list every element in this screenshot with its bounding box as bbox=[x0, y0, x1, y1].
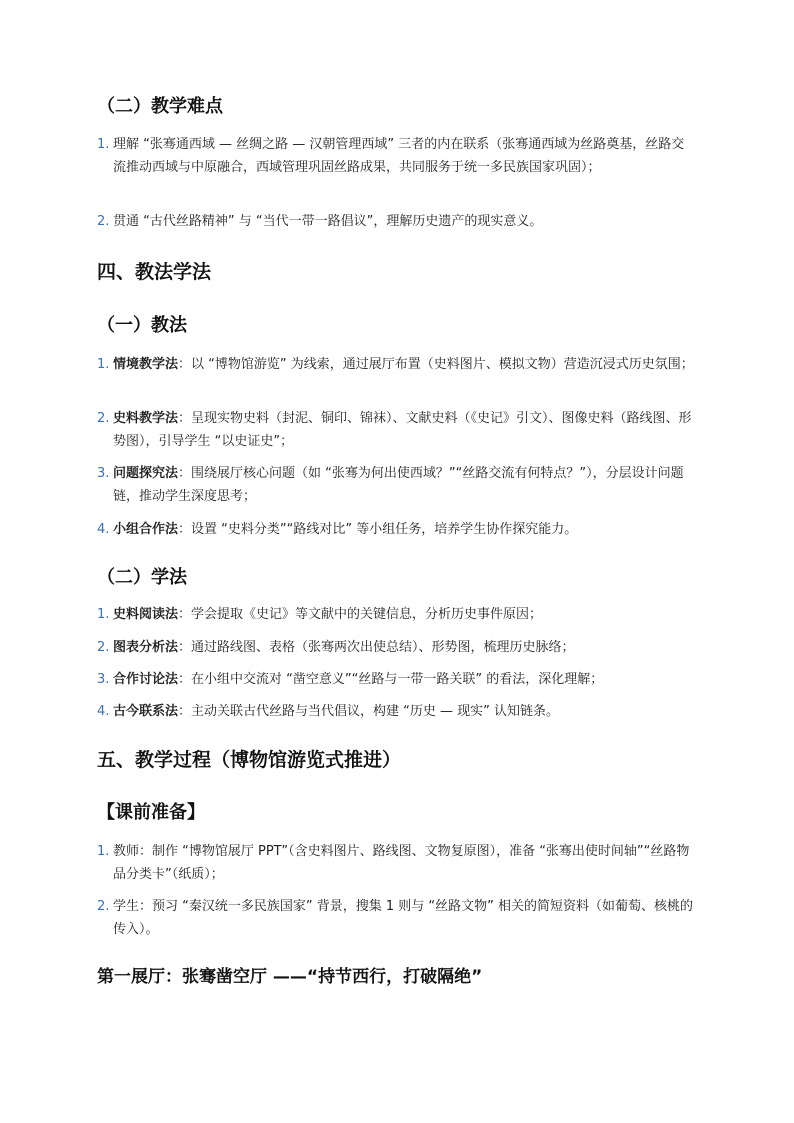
list-item-body bbox=[113, 353, 697, 376]
list-number: 2. bbox=[97, 214, 110, 229]
method-term: 问题探究法 bbox=[113, 466, 179, 481]
method-term: 史料教学法 bbox=[113, 411, 179, 426]
list-item-text: 理解 “张骞通西域 — 丝绸之路 — 汉朝管理西域” 三者的内在联系（张骞通西域为丝路奠基，丝路交流推动西域与中原融合，西域管理巩固丝路成果，共同服务于统一多民族国家巩固）； bbox=[113, 137, 685, 175]
learning-item-4 bbox=[97, 700, 697, 723]
list-item-body bbox=[113, 407, 697, 453]
learning-item-3 bbox=[97, 668, 697, 691]
list-number: 3. bbox=[97, 672, 110, 687]
prep-item-1 bbox=[97, 840, 697, 886]
list-item-text: ：围绕展厅核心问题（如 “张骞为何出使西域？”“丝路交流有何特点？”），分层设计问题链，推动学生深度思考； bbox=[113, 466, 684, 504]
list-item-text: 学生：预习 “秦汉统一多民族国家” 背景，搜集 1 则与 “丝路文物” 相关的简短资料（如葡萄、核桃的传入）。 bbox=[113, 899, 694, 937]
list-number: 1. bbox=[97, 137, 110, 152]
list-number: 4. bbox=[97, 522, 110, 537]
teaching-item-2 bbox=[97, 407, 697, 453]
list-item-text: ：设置 “史料分类”“路线对比” 等小组任务，培养学生协作探究能力。 bbox=[178, 522, 578, 537]
method-term: 合作讨论法 bbox=[113, 672, 179, 687]
method-term: 图表分析法 bbox=[113, 640, 179, 655]
prep-heading: 【课前准备】 bbox=[97, 802, 205, 823]
list-item-text: ：呈现实物史料（封泥、铜印、锦袜）、文献史料（《史记》引文）、图像史料（路线图、形势图），引导学生 “以史证史”； bbox=[113, 411, 692, 449]
list-item-body bbox=[113, 668, 697, 691]
list-item-text: 教师：制作 “博物馆展厅 PPT”（含史料图片、路线图、文物复原图），准备 “张骞出使时间轴”“丝路物品分类卡”（纸质）； bbox=[113, 844, 690, 882]
list-item-text: ：在小组中交流对 “凿空意义”“丝路与一带一路关联” 的看法，深化理解； bbox=[178, 672, 604, 687]
list-number: 2. bbox=[97, 899, 110, 914]
list-number: 1. bbox=[97, 607, 110, 622]
method-term: 小组合作法 bbox=[113, 522, 179, 537]
teaching-item-1 bbox=[97, 353, 697, 376]
list-item-text: 贯通 “古代丝路精神” 与 “当代一带一路倡议”，理解历史遗产的现实意义。 bbox=[113, 214, 543, 229]
list-number: 1. bbox=[97, 357, 110, 372]
list-number: 3. bbox=[97, 466, 110, 481]
prep-item-2 bbox=[97, 895, 697, 941]
hall1-heading: 第一展厅：张骞凿空厅 ——“持节西行，打破隔绝” bbox=[97, 967, 483, 987]
list-item-text: ：学会提取《史记》等文献中的关键信息，分析历史事件原因； bbox=[178, 607, 543, 622]
list-item-body bbox=[113, 603, 697, 626]
list-item-body bbox=[113, 700, 697, 723]
difficulty-item-2 bbox=[97, 210, 697, 233]
method-term: 史料阅读法 bbox=[113, 607, 179, 622]
learning-item-1 bbox=[97, 603, 697, 626]
list-item-text: ：通过路线图、表格（张骞两次出使总结）、形势图，梳理历史脉络； bbox=[178, 640, 575, 655]
list-item-body bbox=[113, 462, 697, 508]
difficulty-heading: （二）教学难点 bbox=[97, 96, 223, 117]
method-term: 情境教学法 bbox=[113, 357, 179, 372]
list-item-body bbox=[113, 518, 697, 541]
list-item-text: ：主动关联古代丝路与当代倡议，构建 “历史 — 现实” 认知链条。 bbox=[178, 704, 560, 719]
process-heading: 五、教学过程（博物馆游览式推进） bbox=[97, 749, 402, 771]
list-number: 2. bbox=[97, 640, 110, 655]
teaching-heading: （一）教法 bbox=[97, 315, 187, 336]
list-number: 1. bbox=[97, 844, 110, 859]
teaching-item-3 bbox=[97, 462, 697, 508]
learning-item-2 bbox=[97, 636, 697, 659]
teaching-item-4 bbox=[97, 518, 697, 541]
list-item-body bbox=[113, 636, 697, 659]
list-number: 4. bbox=[97, 704, 110, 719]
methods-heading: 四、教法学法 bbox=[97, 261, 212, 283]
learning-heading: （二）学法 bbox=[97, 567, 187, 588]
difficulty-item-1 bbox=[97, 133, 697, 179]
list-number: 2. bbox=[97, 411, 110, 426]
method-term: 古今联系法 bbox=[113, 704, 179, 719]
list-item-text: ：以 “博物馆游览” 为线索，通过展厅布置（史料图片、模拟文物）营造沉浸式历史氛围； bbox=[178, 357, 694, 372]
